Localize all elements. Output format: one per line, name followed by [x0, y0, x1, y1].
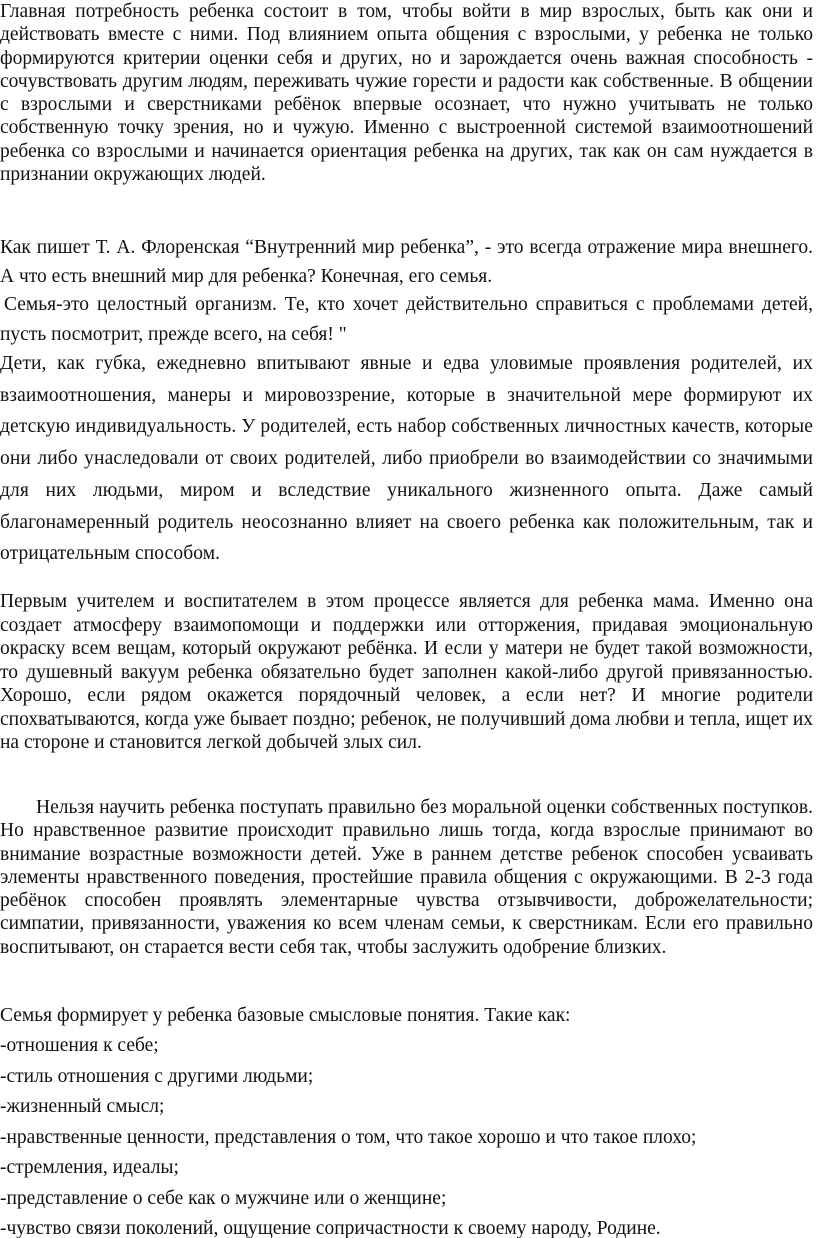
paragraph-family-organism: Семья-это целостный организм. Те, кто хочет действительно справиться с проблемами детей, пусть посмотрит, прежде всего, на себя! " [0, 294, 813, 345]
paragraph-mother-role: Первым учителем и воспитателем в этом процессе является для ребенка мама. Именно она создает атмосферу взаимопомощи и поддержки или отторжения, придавая эмоциональную окраску всем вещам, который окружают ребёнка. И если у матери не будет такой возможности, то душевный вакуум ребенка обязательно будет заполнен какой-либо другой привязанностью. Хорошо, если рядом окажется порядочный человек, а если нет? И многие родители спохватываются, когда уже бывает поздно; ребенок, не получивший дома любви и тепла, ищет их на стороне и становится легкой добычей злых сил. [0, 591, 813, 753]
paragraph-florenskaya-quote: Как пишет Т. А. Флоренская “Внутренний мир ребенка”, - это всегда отражение мира внешнего. А что есть внешний мир для ребенка? Конечная, его семья. [0, 237, 813, 287]
paragraph-moral-development: Нельзя научить ребенка поступать правильно без моральной оценки собственных поступков. Но нравственное развитие происходит правильно лишь тогда, когда взрослые принимают во внимание возрастные возможности детей. Уже в раннем детстве ребенок способен усваивать элементы нравственного поведения, простейшие правила общения с окружающими. В 2-3 года ребёнок способен проявлять элементарные чувства отзывчивости, доброжелательности; симпатии, привязанности, уважения ко всем членам семьи, к сверстникам. Если его правильно воспитывают, он старается вести себя так, чтобы заслужить одобрение близких. [0, 797, 813, 958]
paragraph-family-concepts: Семья формирует у ребенка базовые смысловые понятия. Такие как: [0, 1005, 571, 1026]
paragraph-child-needs: Главная потребность ребенка состоит в том, чтобы войти в мир взрослых, быть как они и действовать вместе с ними. Под влиянием опыта общения с взрослыми, у ребенка не только формируются критерии оценки себя и других, но и зарождается очень важная способность - сочувствовать другим людям, переживать чужие горести и радости как собственные. В общении с взрослыми и сверстниками ребёнок впервые осознает, что нужно учитывать не только собственную точку зрения, но и чужую. Именно с выстроенной системой взаимоотношений ребенка со взрослыми и начинается ориентация ребенка на других, так как он сам нуждается в признании окружающих людей. [0, 1, 813, 186]
list-item: -представление о себе как о мужчине или о женщине; [0, 1187, 447, 1209]
list-item: -чувство связи поколений, ощущение сопричастности к своему народу, Родине. [0, 1218, 661, 1238]
list-item: -стремления, идеалы; [0, 1157, 179, 1178]
list-item: -жизненный смысл; [0, 1096, 165, 1117]
paragraph-children-sponge: Дети, как губка, ежедневно впитывают явные и едва уловимые проявления родителей, их взаимоотношения, манеры и мировоззрение, которые в значительной мере формируют их детскую индивидуальность. У родителей, есть набор собственных личностных качеств, которые они либо унаследовали от своих родителей, либо приобрели во взаимодействии со значимыми для них людьми, миром и вследствие уникального жизненного опыта. Даже самый благонамеренный родитель неосознанно влияет на своего ребенка как положительным, так и отрицательным способом. [0, 353, 813, 565]
family-concepts-list [0, 1031, 813, 1238]
list-item: -отношения к себе; [0, 1035, 159, 1056]
list-item: -нравственные ценности, представления о том, что такое хорошо и что такое плохо; [0, 1126, 697, 1148]
list-item: -стиль отношения с другими людьми; [0, 1065, 314, 1087]
